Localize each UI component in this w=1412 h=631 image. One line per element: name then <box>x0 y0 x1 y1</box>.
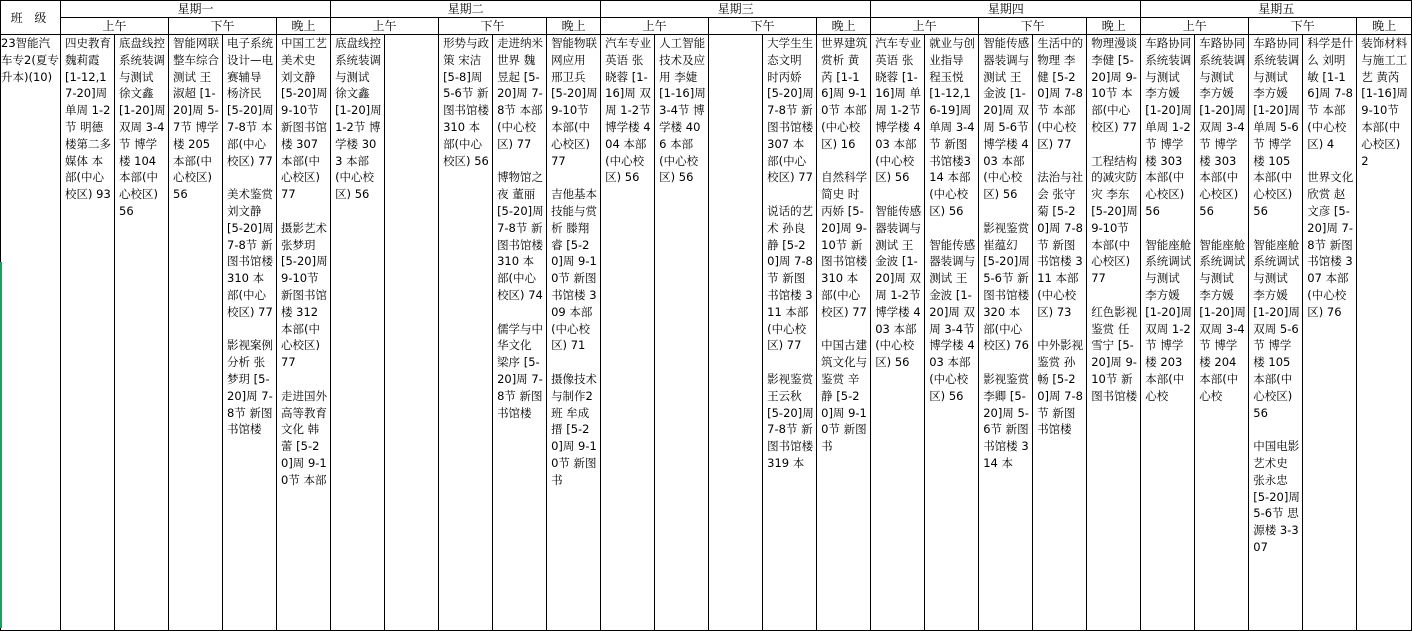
slot-mon-4 <box>223 35 277 631</box>
slot-thu-2 <box>925 35 979 631</box>
slot-content <box>925 35 978 630</box>
slot-mon-5 <box>277 35 331 631</box>
slot-mon-2 <box>115 35 169 631</box>
course-entry: 世界文化欣赏 赵文彦 [5-20]周 7-8节 新图书馆楼 307 本部(中心校区) 76 <box>1303 169 1356 320</box>
slot-content <box>277 35 330 630</box>
course-entry: 摄像技术与制作2班 牟成搢 [5-20]周 9-10节 新图书 <box>547 371 600 489</box>
period-header-thu-pm: 下午 <box>979 18 1087 35</box>
slot-thu-3 <box>979 35 1033 631</box>
course-entry: 中国古建筑文化与鉴赏 辛静 [5-20]周 9-10节 新图书 <box>817 337 870 455</box>
course-entry: 自然科学简史 时丙娇 [5-20]周 9-10节 新图书馆楼 310 本部(中心校区) 77 <box>817 169 870 320</box>
course-entry: 走进国外高等教育文化 韩蕾 [5-20]周 9-10节 本部 <box>277 388 330 489</box>
slot-tue-2 <box>385 35 439 631</box>
course-entry: 工程结构的减灾防灾 李东 [5-20]周 9-10节 本部(中心校区) 77 <box>1087 153 1140 287</box>
course-entry: 博物馆之夜 董丽 [5-20]周 7-8节 新图书馆楼 310 本部(中心校区) 74 <box>493 169 546 303</box>
slot-tue-5 <box>547 35 601 631</box>
slot-content <box>1195 35 1248 630</box>
course-entry: 底盘线控系统装调与测试 徐文鑫 [1-20]周 1-2节 博学楼 303 本部(中心校区) 56 <box>331 35 384 203</box>
course-entry: 汽车专业英语 张晓蓉 [1-16]周 单周 1-2节 博学楼 403 本部(中心校区) 56 <box>871 35 924 186</box>
day-header-wed: 星期三 <box>601 1 871 18</box>
course-entry: 美术鉴赏 刘文静 [5-20]周 7-8节 新图书馆楼 310 本部(中心校区) 77 <box>223 186 276 320</box>
course-entry: 四史教育 魏莉霞 [1-12,17-20]周 单周 1-2节 明德楼第二多媒体 本部(中心校区) 93 <box>61 35 114 203</box>
course-entry: 世界建筑赏析 黄芮 [1-16]周 9-10节 本部(中心校区) 16 <box>817 35 870 153</box>
period-header-tue-pm: 下午 <box>439 18 547 35</box>
course-entry: 影视鉴赏 崔蕴幻 [5-20]周 5-6节 新图书馆楼 320 本部(中心校区) 76 <box>979 220 1032 354</box>
period-header-fri-eve: 晚上 <box>1357 18 1412 35</box>
slot-thu-1 <box>871 35 925 631</box>
period-header-mon-am: 上午 <box>61 18 169 35</box>
course-entry: 形势与政策 宋洁 [5-8]周 5-6节 新图书馆楼310 本部(中心校区) 56 <box>439 35 492 169</box>
course-entry: 车路协同系统装调与测试 李方媛 [1-20]周 双周 3-4节 博学楼 303 本部(中心校区) 56 <box>1195 35 1248 220</box>
course-entry: 法治与社会 张守菊 [5-20]周 7-8节 新图书馆楼 311 本部(中心校区) 73 <box>1033 169 1086 320</box>
course-entry: 中国工艺美术史 刘文静 [5-20]周 9-10节 新图书馆楼 307 本部(中心校区) 77 <box>277 35 330 203</box>
slot-content <box>385 35 438 630</box>
course-entry: 影视鉴赏 李卿 [5-20]周 5-6节 新图书馆楼 314 本 <box>979 371 1032 472</box>
day-header-row <box>1 1 1412 18</box>
slot-content <box>1357 35 1411 630</box>
period-header-wed-pm: 下午 <box>709 18 817 35</box>
slot-fri-5 <box>1357 35 1412 631</box>
course-entry: 吉他基本技能与赏析 滕翔睿 [5-20]周 9-10节 新图书馆楼 309 本部(中心校区) 71 <box>547 186 600 354</box>
class-column-header: 班 级 <box>1 1 61 35</box>
slot-thu-4 <box>1033 35 1087 631</box>
slot-content <box>709 35 762 630</box>
slot-content <box>1303 35 1356 630</box>
period-header-fri-am: 上午 <box>1141 18 1249 35</box>
slot-content <box>763 35 816 630</box>
course-entry: 智能传感器装调与测试 王金波 [1-20]周 双周 5-6节 博学楼 403 本部(中心校区) 56 <box>979 35 1032 203</box>
course-entry: 底盘线控系统装调与测试 徐文鑫 [1-20]周 双周 3-4节 博学楼 104 本部(中心校区) 56 <box>115 35 168 220</box>
course-entry: 红色影视鉴赏 任雪宁 [5-20]周 9-10节 新图书馆楼 <box>1087 304 1140 405</box>
course-entry: 物理漫谈 李健 [5-20]周 9-10节 本部(中心校区) 77 <box>1087 35 1140 136</box>
slot-content <box>601 35 654 630</box>
slot-content <box>1249 35 1302 630</box>
day-header-mon: 星期一 <box>61 1 331 18</box>
period-header-tue-am: 上午 <box>331 18 439 35</box>
day-header-fri: 星期五 <box>1141 1 1412 18</box>
course-entry: 智能网联整车综合测试 王淑超 [1-20]周 5-7节 博学楼 205 本部(中心校区) 56 <box>169 35 222 203</box>
slot-content <box>115 35 168 630</box>
period-header-mon-eve: 晚上 <box>277 18 331 35</box>
slot-fri-3 <box>1249 35 1303 631</box>
slot-content <box>223 35 276 630</box>
course-entry: 车路协同系统装调与测试 李方媛 [1-20]周 单周 5-6节 博学楼 105 本部(中心校区) 56 <box>1249 35 1302 220</box>
course-entry: 大学生生态文明 时丙娇 [5-20]周 7-8节 新图书馆楼 307 本部(中心校区) 77 <box>763 35 816 186</box>
course-entry: 智能传感器装调与测试 王金波 [1-20]周 双周 1-2节 博学楼 403 本部(中心校区) 56 <box>871 203 924 371</box>
slot-wed-2 <box>655 35 709 631</box>
course-entry: 影视案例分析 张梦玥 [5-20]周 7-8节 新图书馆楼 <box>223 337 276 438</box>
course-entry: 车路协同系统装调与测试 李方媛 [1-20]周 单周 1-2节 博学楼 303 本部(中心校区) 56 <box>1141 35 1194 220</box>
slot-wed-4 <box>763 35 817 631</box>
class-name-cell: 23智能汽车专2(夏专升本)(10) <box>1 35 61 631</box>
slot-content <box>1141 35 1194 630</box>
slot-mon-3 <box>169 35 223 631</box>
course-entry: 装饰材料与施工工艺 黄芮 [1-16]周 9-10节 本部(中心校区) 2 <box>1357 35 1411 169</box>
period-header-thu-eve: 晚上 <box>1087 18 1141 35</box>
slot-content <box>817 35 870 630</box>
period-header-row <box>1 18 1412 35</box>
slot-fri-1 <box>1141 35 1195 631</box>
slot-content <box>61 35 114 630</box>
slot-content <box>979 35 1032 630</box>
course-entry: 中外影视鉴赏 孙畅 [5-20]周 7-8节 新图书馆楼 <box>1033 337 1086 438</box>
course-entry: 电子系统设计—电赛辅导 杨济民 [5-20]周 7-8节 本部(中心校区) 77 <box>223 35 276 169</box>
course-entry: 中国电影艺术史 张永忠 [5-20]周 5-6节 思源楼 3-307 <box>1249 438 1302 556</box>
course-entry: 走进纳米世界 魏昱起 [5-20]周 7-8节 本部(中心校区) 77 <box>493 35 546 153</box>
course-entry: 科学是什么 刘明敏 [1-16]周 7-8节 本部(中心校区) 4 <box>1303 35 1356 153</box>
slot-content <box>331 35 384 630</box>
period-header-wed-eve: 晚上 <box>817 18 871 35</box>
course-entry: 影视鉴赏 王云秋 [5-20]周 7-8节 新图书馆楼 319 本 <box>763 371 816 472</box>
course-entry: 就业与创业指导 程玉悦 [1-12,16-19]周 单周 3-4节 新图书馆楼314 本部(中心校区) 56 <box>925 35 978 220</box>
period-header-mon-pm: 下午 <box>169 18 277 35</box>
slot-tue-4 <box>493 35 547 631</box>
course-entry: 汽车专业英语 张晓蓉 [1-16]周 双周 1-2节 博学楼 404 本部(中心校区) 56 <box>601 35 654 186</box>
slot-wed-1 <box>601 35 655 631</box>
slot-fri-4 <box>1303 35 1357 631</box>
slot-content <box>1033 35 1086 630</box>
slot-content <box>1087 35 1140 630</box>
course-entry: 说话的艺术 孙良静 [5-20]周 7-8节 新图书馆楼 311 本部(中心校区) 77 <box>763 203 816 354</box>
schedule-row <box>1 35 1412 631</box>
course-entry: 智能座舱系统调试与测试 李方媛 [1-20]周 双周 1-2节 博学楼 203 本部(中心校 <box>1141 237 1194 405</box>
row-edge-marker <box>0 262 2 628</box>
course-entry: 生活中的物理 李健 [5-20]周 7-8节 本部(中心校区) 77 <box>1033 35 1086 153</box>
course-entry: 人工智能技术及应用 李婕 [1-16]周 3-4节 博学楼 406 本部(中心校区) 56 <box>655 35 708 186</box>
slot-fri-2 <box>1195 35 1249 631</box>
day-header-thu: 星期四 <box>871 1 1141 18</box>
slot-content <box>493 35 546 630</box>
slot-mon-1 <box>61 35 115 631</box>
slot-thu-5 <box>1087 35 1141 631</box>
course-entry: 智能座舱系统调试与测试 李方媛 [1-20]周 双周 3-4节 博学楼 204 本部(中心校 <box>1195 237 1248 405</box>
slot-content <box>439 35 492 630</box>
period-header-fri-pm: 下午 <box>1249 18 1357 35</box>
period-header-wed-am: 上午 <box>601 18 709 35</box>
course-entry: 智能物联网应用 邢卫兵 [5-20]周 9-10节 本部(中心校区) 77 <box>547 35 600 169</box>
slot-content <box>547 35 600 630</box>
slot-tue-3 <box>439 35 493 631</box>
slot-content <box>871 35 924 630</box>
period-header-thu-am: 上午 <box>871 18 979 35</box>
slot-tue-1 <box>331 35 385 631</box>
course-entry: 智能座舱系统调试与测试 李方媛 [1-20]周 双周 5-6节 博学楼 105 本部(中心校区) 56 <box>1249 237 1302 422</box>
slot-content <box>655 35 708 630</box>
course-entry: 摄影艺术 张梦玥 [5-20]周 9-10节 新图书馆楼 312 本部(中心校区) 77 <box>277 220 330 371</box>
course-entry: 儒学与中华文化 梁序 [5-20]周 7-8节 新图书馆楼 <box>493 321 546 422</box>
slot-content <box>169 35 222 630</box>
slot-wed-3 <box>709 35 763 631</box>
slot-wed-5 <box>817 35 871 631</box>
day-header-tue: 星期二 <box>331 1 601 18</box>
period-header-tue-eve: 晚上 <box>547 18 601 35</box>
course-entry: 智能传感器装调与测试 王金波 [1-20]周 双周 3-4节 博学楼 403 本部(中心校区) 56 <box>925 237 978 405</box>
